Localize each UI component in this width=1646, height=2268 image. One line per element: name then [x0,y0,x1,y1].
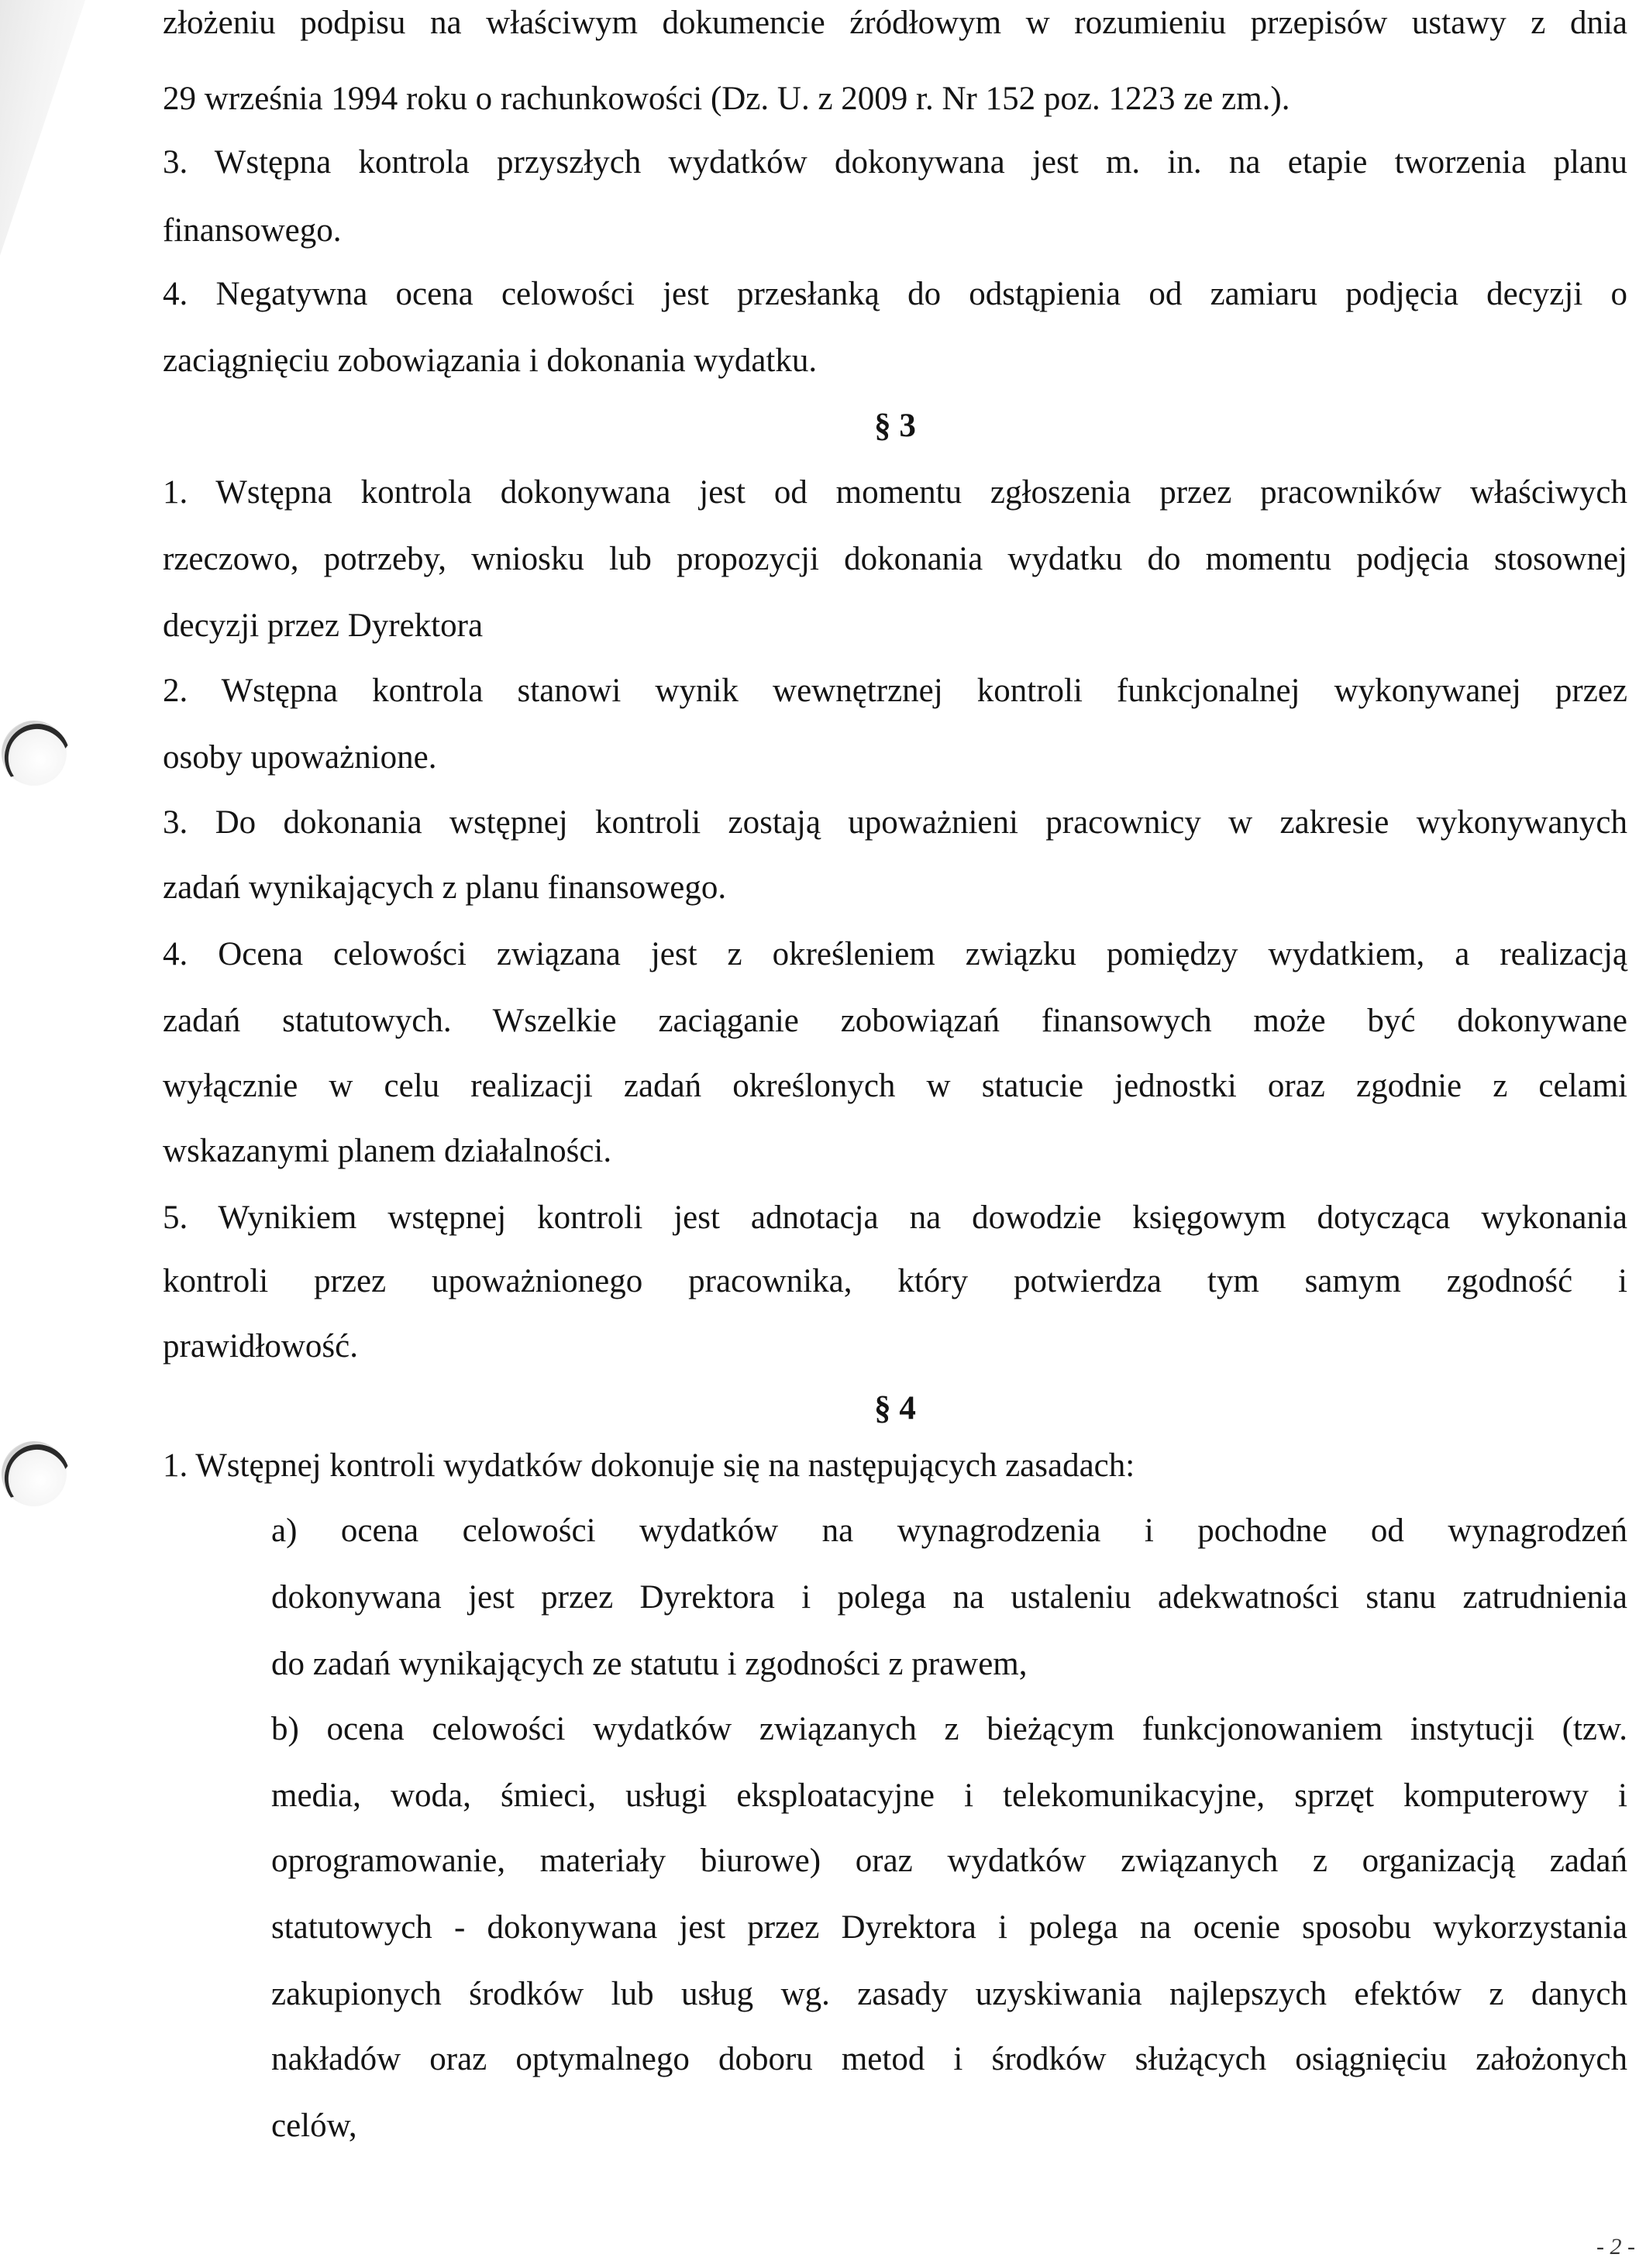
text-line: do zadań wynikających ze statutu i zgodności z prawem, [271,1646,1028,1682]
text-line: wyłącznie w celu realizacji zadań określonych w statucie jednostki oraz zgodnie z celami [163,1068,1627,1104]
text-line: złożeniu podpisu na właściwym dokumencie źródłowym w rozumieniu przepisów ustawy z dnia [163,5,1627,41]
text-line: 5. Wynikiem wstępnej kontroli jest adnotacja na dowodzie księgowym dotycząca wykonania [163,1199,1627,1236]
section-heading: § 4 [874,1390,916,1427]
text-line: dokonywana jest przez Dyrektora i polega na ustaleniu adekwatności stanu zatrudnienia [271,1579,1627,1616]
text-line: a) ocena celowości wydatków na wynagrodzenia i pochodne od wynagrodzeń [271,1513,1627,1549]
text-line: celów, [271,2108,357,2144]
text-line: zakupionych środków lub usług wg. zasady uzyskiwania najlepszych efektów z danych [271,1976,1627,2012]
text-line: nakładów oraz optymalnego doboru metod i środków służących osiągnięciu założonych [271,2041,1627,2077]
text-line: 3. Wstępna kontrola przyszłych wydatków dokonywana jest m. in. na etapie tworzenia planu [163,144,1627,181]
text-line: decyzji przez Dyrektora [163,607,484,644]
text-line: prawidłowość. [163,1328,358,1365]
text-line: statutowych - dokonywana jest przez Dyrektora i polega na ocenie sposobu wykorzystania [271,1909,1627,1946]
punch-hole-lower [2,1441,67,1506]
text-line: b) ocena celowości wydatków związanych z bieżącym funkcjonowaniem instytucji (tzw. [271,1711,1627,1747]
text-line: 3. Do dokonania wstępnej kontroli zostają upoważnieni pracownicy w zakresie wykonywanych [163,804,1627,841]
text-line: 1. Wstępna kontrola dokonywana jest od momentu zgłoszenia przez pracowników właściwych [163,474,1627,511]
text-line: kontroli przez upoważnionego pracownika, który potwierdza tym samym zgodność i [163,1263,1627,1299]
text-line: 4. Negatywna ocena celowości jest przesłanką do odstąpienia od zamiaru podjęcia decyzji o [163,276,1627,312]
text-line: 29 września 1994 roku o rachunkowości (Dz. U. z 2009 r. Nr 152 poz. 1223 ze zm.). [163,81,1290,117]
text-line: wskazanymi planem działalności. [163,1133,612,1169]
text-line: zadań statutowych. Wszelkie zaciąganie zobowiązań finansowych może być dokonywane [163,1003,1627,1039]
text-line: finansowego. [163,212,342,249]
text-line: osoby upoważnione. [163,739,437,776]
text-line: zaciągnięciu zobowiązania i dokonania wydatku. [163,342,818,379]
text-line: 4. Ocena celowości związana jest z określeniem związku pomiędzy wydatkiem, a realizacją [163,936,1627,972]
text-line: zadań wynikających z planu finansowego. [163,869,727,906]
section-heading: § 3 [874,408,916,444]
scan-edge-shadow [0,0,85,256]
text-line: 1. Wstępnej kontroli wydatków dokonuje się na następujących zasadach: [163,1447,1135,1484]
text-line: 2. Wstępna kontrola stanowi wynik wewnętrznej kontroli funkcjonalnej wykonywanej przez [163,673,1627,709]
text-line: media, woda, śmieci, usługi eksploatacyjne i telekomunikacyjne, sprzęt komputerowy i [271,1778,1627,1814]
page-number: - 2 - [1596,2234,1635,2259]
text-line: rzeczowo, potrzeby, wniosku lub propozycji dokonania wydatku do momentu podjęcia stosownej [163,541,1627,577]
text-line: oprogramowanie, materiały biurowe) oraz wydatków związanych z organizacją zadań [271,1843,1627,1879]
punch-hole-upper [2,721,67,786]
